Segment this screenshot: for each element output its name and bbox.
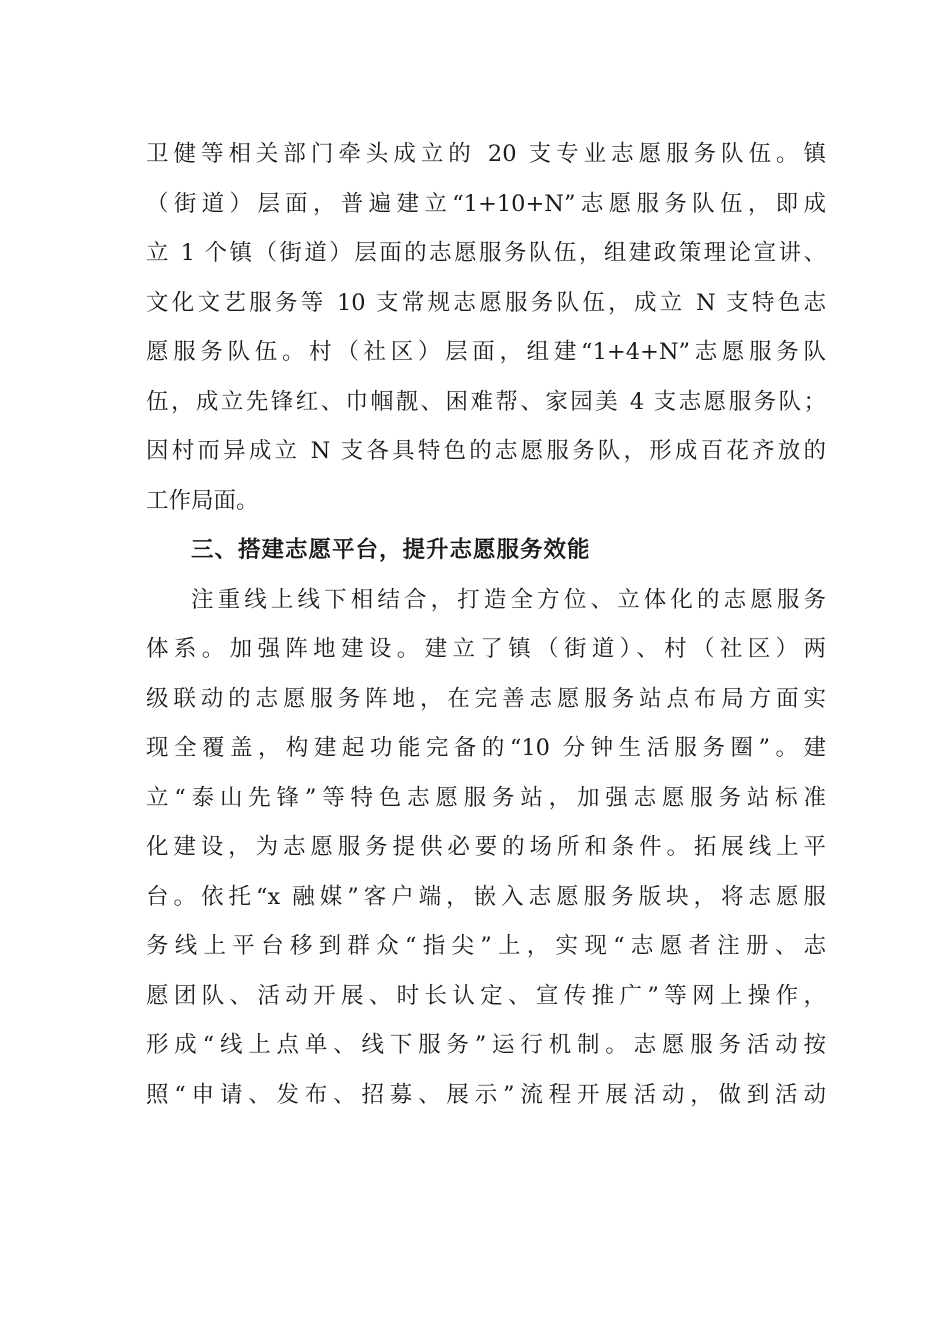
body-line: 级联动的志愿服务阵地，在完善志愿服务站点布局方面实 xyxy=(146,685,826,712)
body-line: 愿服务队伍。村（社区）层面，组建“1+4+N”志愿服务队 xyxy=(146,339,826,365)
body-line: 愿团队、活动开展、时长认定、宣传推广”等网上操作， xyxy=(146,982,826,1009)
body-line: 现全覆盖，构建起功能完备的“10 分钟生活服务圈”。建 xyxy=(146,735,826,761)
body-line: 卫健等相关部门牵头成立的 20 支专业志愿服务队伍。镇 xyxy=(146,141,826,167)
body-line: 化建设，为志愿服务提供必要的场所和条件。拓展线上平 xyxy=(146,834,826,860)
body-line: 注重线上线下相结合，打造全方位、立体化的志愿服务 xyxy=(191,586,826,613)
body-line: （街道）层面，普遍建立“1+10+N”志愿服务队伍，即成 xyxy=(146,190,826,217)
body-line: 立 1 个镇（街道）层面的志愿服务队伍，组建政策理论宣讲、 xyxy=(146,240,826,266)
body-line: 因村而异成立 N 支各具特色的志愿服务队，形成百花齐放的 xyxy=(146,438,826,464)
document-body xyxy=(146,130,826,1120)
body-line: 体系。加强阵地建设。建立了镇（街道）、村（社区）两 xyxy=(146,636,826,662)
body-line: 台。依托“x 融媒”客户端，嵌入志愿服务版块，将志愿服 xyxy=(146,883,826,910)
body-line: 工作局面。 xyxy=(146,487,259,514)
body-line: 立“泰山先锋”等特色志愿服务站，加强志愿服务站标准 xyxy=(146,784,826,811)
section-heading: 三、搭建志愿平台，提升志愿服务效能 xyxy=(191,537,591,563)
body-line: 务线上平台移到群众“指尖”上，实现“志愿者注册、志 xyxy=(146,933,826,959)
body-line: 文化文艺服务等 10 支常规志愿服务队伍，成立 N 支特色志 xyxy=(146,289,826,316)
body-line: 形成“线上点单、线下服务”运行机制。志愿服务活动按 xyxy=(146,1032,826,1058)
body-line: 伍，成立先锋红、巾帼靓、困难帮、家园美 4 支志愿服务队； xyxy=(146,388,826,415)
body-line: 照“申请、发布、招募、展示”流程开展活动，做到活动 xyxy=(146,1081,826,1108)
